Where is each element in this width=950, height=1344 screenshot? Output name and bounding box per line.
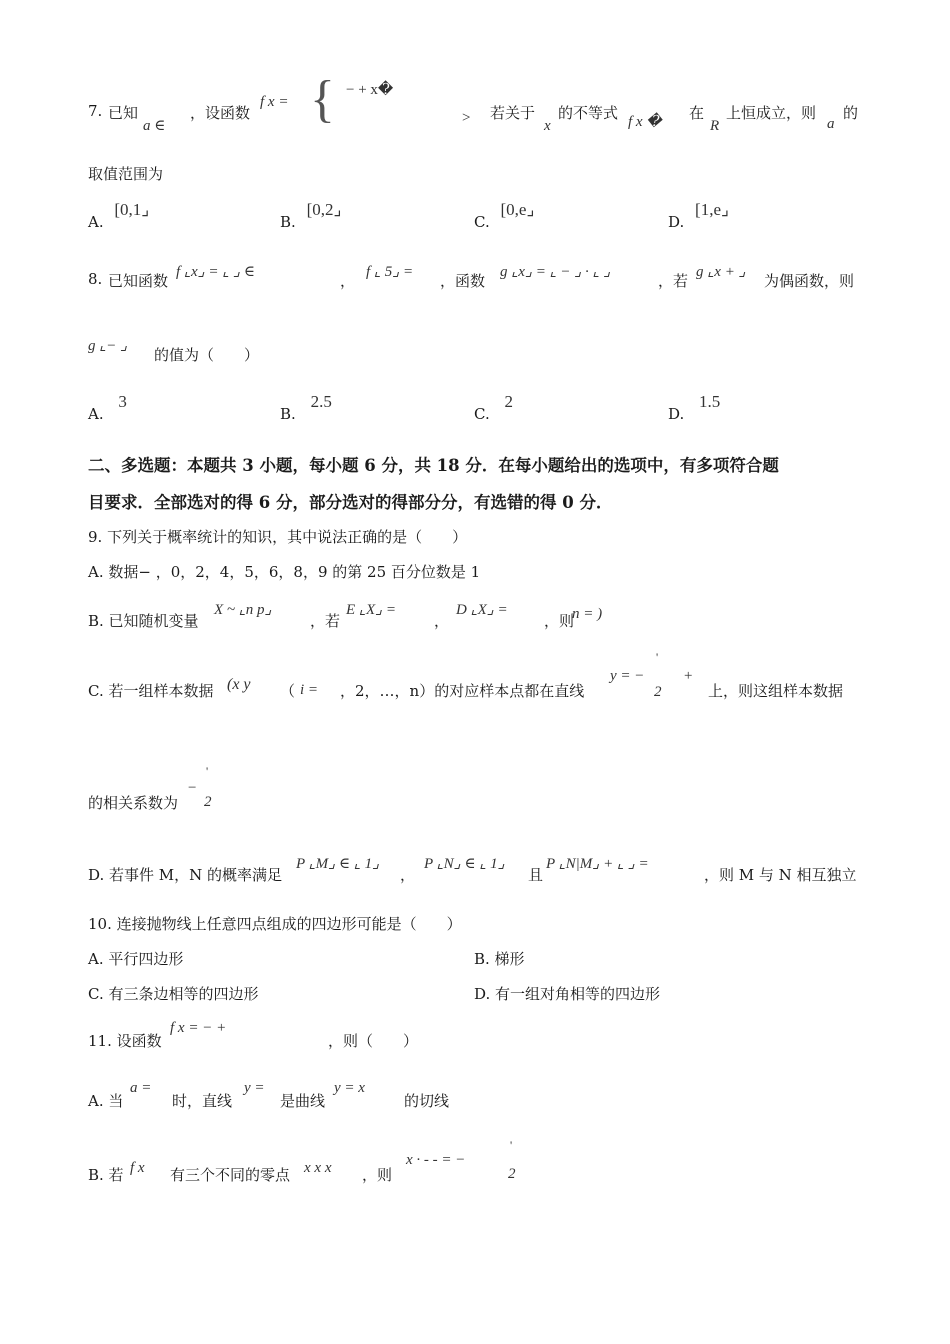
q9-b-math-ex: E ⌞X⌟ = (346, 602, 397, 618)
q7-line2: 取值范围为 (88, 165, 164, 183)
q9-b-math-dist: X ~ ⌞n p⌟ (214, 602, 272, 618)
q9-b-math-n: n = ) (572, 606, 603, 622)
q9-option-c (88, 650, 868, 700)
q7-line1 (88, 71, 868, 146)
q9-b-text-1: B. 已知随机变量 (88, 612, 199, 630)
q9-c-math-plus: + (684, 668, 693, 684)
q8-option-c-label: C. (474, 405, 490, 423)
q9-d-text-2: ， (400, 866, 416, 884)
q9-b-text-2: ，若 (310, 612, 341, 630)
q9-option-c-cont (88, 764, 288, 814)
q9-stem: 9. 下列关于概率统计的知识，其中说法正确的是（ ） (88, 528, 468, 546)
q9-c-text-4: 上，则这组样本数据 (708, 682, 844, 700)
q8-text-6: 的值为（ ） (154, 346, 260, 364)
q11-option-b (88, 1138, 588, 1188)
q8-option-b-label: B. (280, 405, 296, 423)
q11-b-text-2: 有三个不同的零点 (170, 1166, 291, 1184)
q11-b-math-fx: f x (130, 1160, 145, 1176)
q11-option-a (88, 1078, 588, 1114)
q7-option-d-value: [1,e⌟ (695, 200, 729, 219)
q9-d-math-cond: P ⌞N|M⌟ + ⌞ ⌟ = (546, 856, 649, 872)
q8-math-gx-shift: g ⌞x + ⌟ (696, 264, 746, 280)
q9-option-a: A. 数据− ，0，2，4，5，6，8，9 的第 25 百分位数是 1 (88, 563, 481, 581)
q9-b-text-3: ， (434, 612, 450, 630)
q8-option-c-value: 2 (504, 392, 513, 411)
q11-a-text-3: 是曲线 (280, 1092, 326, 1110)
q8-line1 (88, 256, 878, 296)
q11-a-text-4: 的切线 (404, 1092, 450, 1110)
q11-b-math-zeros: x x x (304, 1160, 332, 1176)
q7-option-d (668, 200, 729, 231)
q11-a-math-line: y = (244, 1080, 265, 1096)
q11-b-text-3: ，则 (362, 1166, 393, 1184)
q7-math-fx: f x = (260, 94, 289, 110)
q7-text-3: 若关于 (490, 104, 536, 122)
q7-option-a (88, 200, 150, 231)
q9-c-text-1: C. 若一组样本数据 (88, 682, 214, 700)
q7-text-7: 的 (843, 104, 859, 122)
q8-option-d (668, 392, 721, 423)
q11-a-math-a: a = (130, 1080, 152, 1096)
q9-c-text-2: （ (280, 682, 296, 700)
q9-c-math-line: y = − (610, 668, 645, 684)
q8-option-d-value: 1.5 (699, 392, 721, 411)
q10-stem: 10. 连接抛物线上任意四点组成的四边形可能是（ ） (88, 915, 462, 933)
q10-option-b: B. 梯形 (474, 950, 525, 968)
q7-option-d-label: D. (668, 213, 685, 231)
q7-option-b-label: B. (280, 213, 296, 231)
q8-text-1: 已知函数 (108, 272, 169, 290)
q8-math-gx-def: g ⌞x⌟ = ⌞ − ⌟ · ⌞ ⌟ (500, 264, 611, 280)
q7-text-6: 上恒成立，则 (726, 104, 817, 122)
q8-option-b-value: 2.5 (310, 392, 332, 411)
q11-math-fx: f x = − + (170, 1020, 227, 1036)
q8-option-d-label: D. (668, 405, 685, 423)
q11-a-text-1: A. 当 (88, 1092, 124, 1110)
q7-math-a: a (827, 116, 835, 132)
q9-d-text-3: 且 (528, 866, 544, 884)
q8-text-3: ，函数 (440, 272, 486, 290)
q7-option-b (280, 200, 342, 231)
q8-option-a (88, 392, 127, 423)
q9-c-frac-den: 2 (654, 684, 662, 700)
q9-option-b (88, 598, 648, 632)
q9-b-text-4: ，则 (544, 612, 575, 630)
q9-c2-math-neg: − (188, 780, 197, 796)
q9-option-d (88, 852, 868, 888)
q9-c-math-i: i = (300, 682, 319, 698)
q7-number: 7. (88, 102, 103, 120)
q8-option-a-label: A. (88, 405, 104, 423)
q8-math-g-neg: g ⌞− ⌟ (88, 338, 128, 354)
q9-c2-frac-den: 2 (204, 794, 212, 810)
q8-text-5: 为偶函数，则 (764, 272, 855, 290)
section2-heading-line1: 二、多选题：本题共 3 小题，每小题 6 分，共 18 分．在每小题给出的选项中，有多项符合题 (88, 456, 779, 475)
q9-c-frac-num: ' (656, 650, 659, 664)
q7-text-1: 已知 (108, 104, 139, 122)
q11-stem (88, 1018, 488, 1054)
q8-text-4: ，若 (658, 272, 689, 290)
q11-a-text-2: 时，直线 (172, 1092, 233, 1110)
q9-c2-text-1: 的相关系数为 (88, 794, 179, 812)
q8-math-fx-def: f ⌞x⌟ = ⌞ ⌟ ∈ (176, 264, 255, 280)
q7-option-a-value: [0,1⌟ (114, 200, 150, 219)
q7-branch-2: > (462, 110, 471, 126)
q11-a-math-curve: y = x (334, 1080, 365, 1096)
q7-brace: { (310, 71, 335, 128)
q10-option-a: A. 平行四边形 (88, 950, 184, 968)
q8-option-b (280, 392, 332, 423)
q11-b-frac-num: ' (510, 1138, 513, 1152)
q7-option-a-label: A. (88, 213, 104, 231)
q7-math-a-in: a ∈ (143, 118, 166, 134)
q9-d-math-pn: P ⌞N⌟ ∈ ⌞ 1⌟ (424, 856, 505, 872)
q7-text-4: 的不等式 (558, 104, 619, 122)
q9-d-math-pm: P ⌞M⌟ ∈ ⌞ 1⌟ (296, 856, 380, 872)
q11-b-math-product: x · - - = − (406, 1152, 466, 1168)
q7-math-fx-ineq: f x � (628, 114, 662, 130)
q9-c2-frac-num: ' (206, 764, 209, 778)
q11-b-text-1: B. 若 (88, 1166, 124, 1184)
q8-line2 (88, 332, 388, 368)
q9-b-math-dx: D ⌞X⌟ = (456, 602, 508, 618)
q11-b-frac-den: 2 (508, 1166, 516, 1182)
q7-option-c-value: [0,e⌟ (500, 200, 535, 219)
q7-math-R: R (710, 118, 720, 134)
q8-text-2: ， (340, 272, 356, 290)
q7-option-b-value: [0,2⌟ (306, 200, 342, 219)
q11-text-1: 11. 设函数 (88, 1032, 162, 1050)
q9-c-text-3: ，2，…，n）的对应样本点都在直线 (340, 682, 585, 700)
q8-math-f5: f ⌞ 5⌟ = (366, 264, 414, 280)
section2-heading-line2: 目要求．全部选对的得 6 分，部分选对的得部分分，有选错的得 0 分． (88, 493, 613, 512)
q10-option-d: D. 有一组对角相等的四边形 (474, 985, 661, 1003)
q8-number: 8. (88, 270, 103, 288)
q7-text-5: 在 (689, 104, 705, 122)
q7-option-c-label: C. (474, 213, 490, 231)
q8-option-a-value: 3 (118, 392, 127, 411)
q9-d-text-1: D. 若事件 M，N 的概率满足 (88, 866, 283, 884)
q11-text-2: ，则（ ） (328, 1032, 419, 1050)
q7-math-x: x (544, 118, 551, 134)
q10-option-c: C. 有三条边相等的四边形 (88, 985, 259, 1003)
q7-branch-1: − + x� (346, 82, 394, 98)
q9-d-text-4: ，则 M 与 N 相互独立 (704, 866, 857, 884)
q7-option-c (474, 200, 535, 231)
q8-option-c (474, 392, 513, 423)
q7-text-2: ，设函数 (190, 104, 251, 122)
q9-c-math-xy: (x y (227, 676, 251, 693)
